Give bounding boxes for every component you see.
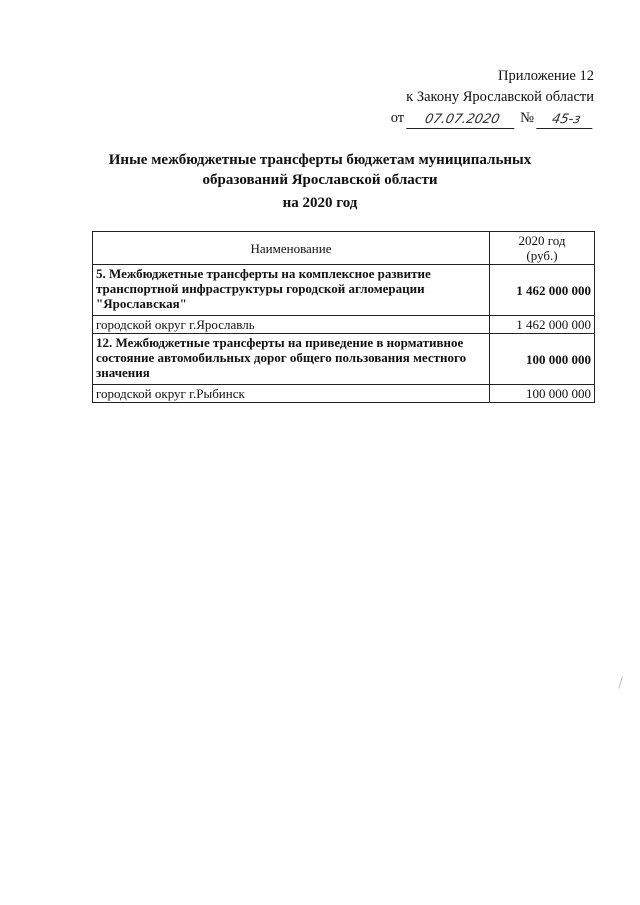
table-header-row xyxy=(93,232,595,265)
title-year: на 2020 год xyxy=(282,195,358,211)
title-line-1: Иные межбюджетные трансферты бюджетам муниципальных xyxy=(108,152,532,168)
annex-block xyxy=(391,66,594,129)
row-amount: 1 462 000 000 xyxy=(490,265,595,316)
row-amount: 1 462 000 000 xyxy=(490,316,595,334)
row-name: городской округ г.Ярославль xyxy=(93,316,490,334)
annex-law-reference: к Закону Ярославской области xyxy=(406,89,594,105)
title-line-2: образований Ярославской области xyxy=(202,172,438,188)
handwritten-number: 45-з xyxy=(536,112,596,129)
header-amount-year: 2020 год xyxy=(518,233,566,248)
header-amount xyxy=(490,232,595,265)
row-amount: 100 000 000 xyxy=(490,334,595,385)
row-name: городской округ г.Рыбинск xyxy=(93,385,490,403)
annex-from-label: от xyxy=(390,110,405,126)
header-name: Наименование xyxy=(93,232,490,265)
handwritten-date: 07.07.2020 xyxy=(406,112,518,129)
row-name: 5. Межбюджетные трансферты на комплексное развитие транспортной инфраструктуры городской агломерации "Ярославская" xyxy=(93,265,490,316)
table-row xyxy=(93,265,595,316)
document-title xyxy=(0,150,640,190)
table-row xyxy=(93,334,595,385)
table-row xyxy=(93,385,595,403)
table-row xyxy=(93,316,595,334)
scan-mark xyxy=(618,677,625,689)
annex-date-number-line xyxy=(391,108,594,129)
header-amount-unit: (руб.) xyxy=(526,248,558,263)
row-amount: 100 000 000 xyxy=(490,385,595,403)
row-name: 12. Межбюджетные трансферты на приведение в нормативное состояние автомобильных дорог общего пользования местного значения xyxy=(93,334,490,385)
transfers-table xyxy=(92,231,595,403)
annex-title: Приложение 12 xyxy=(498,68,594,84)
number-sign: № xyxy=(520,110,534,126)
